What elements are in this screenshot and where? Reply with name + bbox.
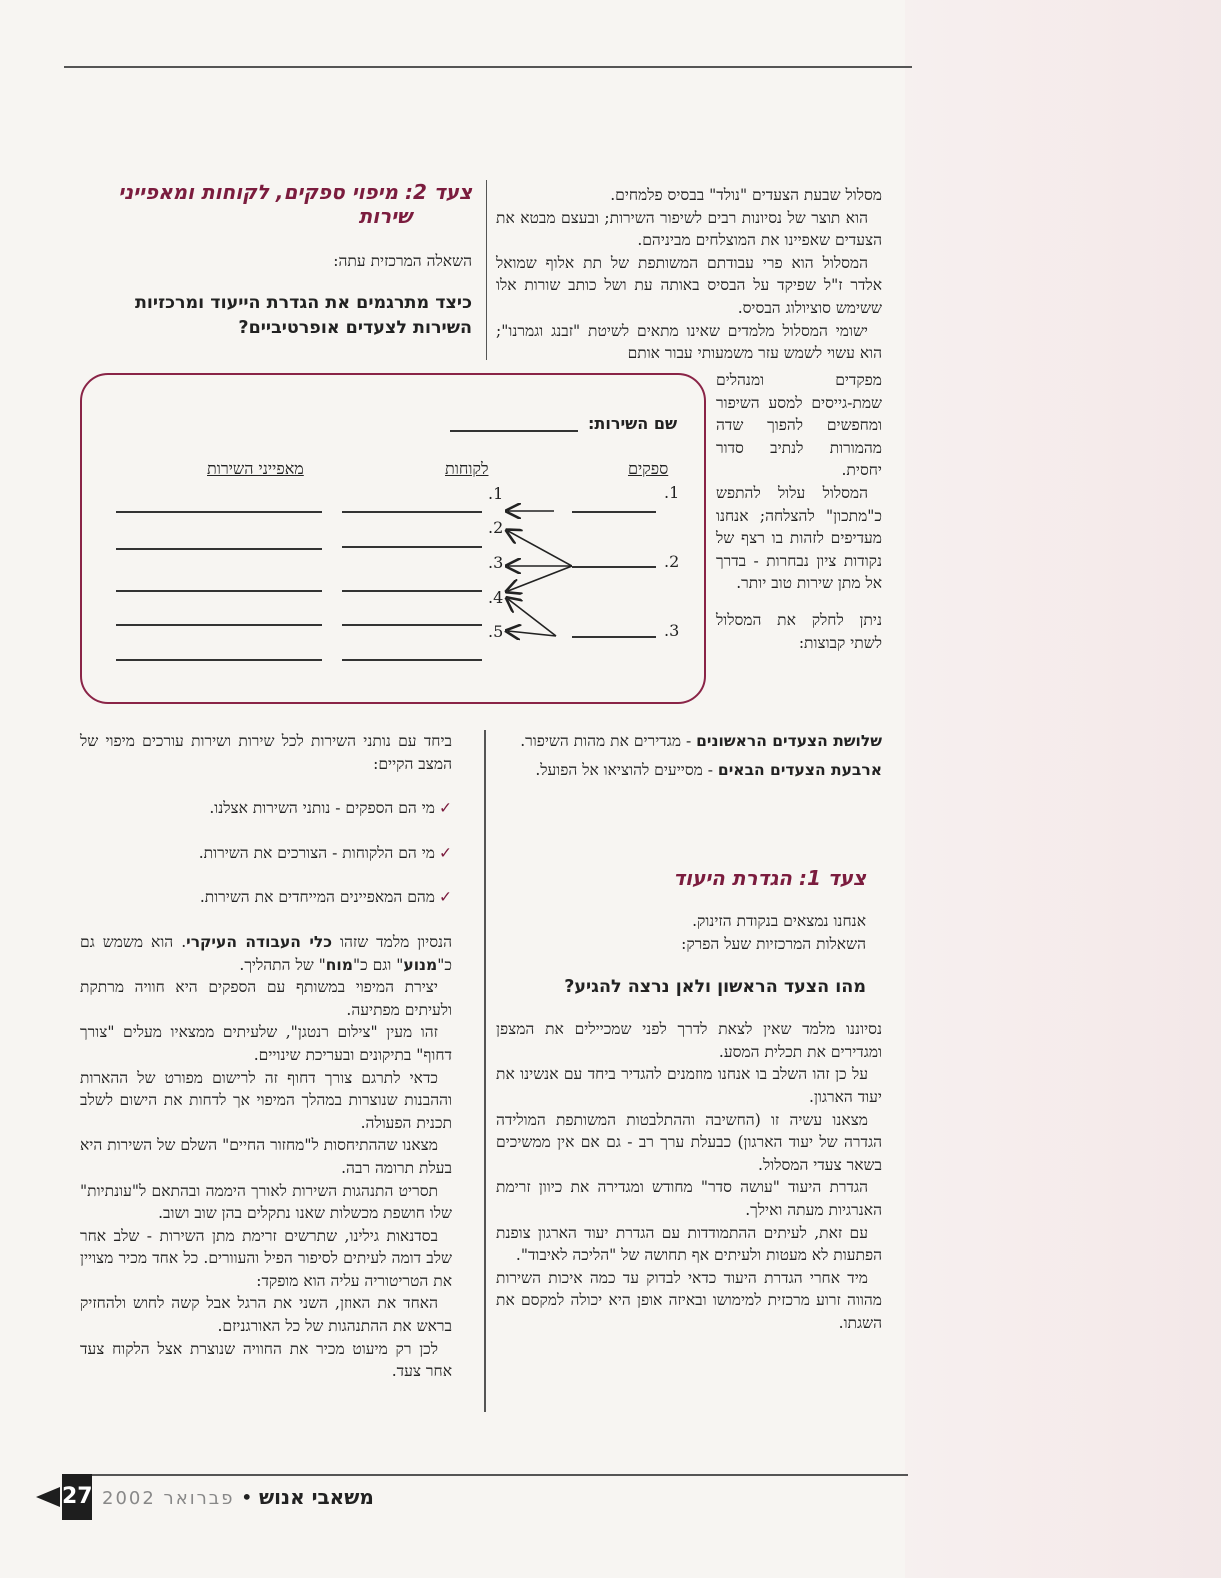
group-second-text: - מסייעים להוציאו אל הפועל. [535, 760, 718, 779]
page-number: 27 [62, 1474, 92, 1520]
paragraph: מיד אחרי הגדרת היעוד כדאי לבדוק עד כמה איכות השירות מהווה זרוע מרכזית למימושו ובאיזה אופן היא יכולה למקסם את השגתו. [496, 1268, 882, 1332]
arrow-supplier3-to-customer5 [508, 631, 556, 636]
group-second-bold: ארבעת הצעדים הבאים [717, 760, 882, 779]
feature-line [116, 511, 322, 513]
paragraph: על כן זהו השלב בו אנחנו מוזמנים להגדיר ביחד עם אנשינו את יעוד הארגון. [496, 1065, 882, 1106]
paragraph: הגדרת היעוד "עושה סדר" מחודש ומגדירה את כיוון זרימת האנרגיות מעתה ואילך. [496, 1178, 882, 1219]
step2-question-line: השירות לצעדים אופרטיביים? [238, 317, 472, 338]
check-icon: ✓ [439, 843, 452, 862]
column-narrow [716, 369, 882, 654]
step2-title [80, 180, 472, 228]
supplier-line [572, 636, 656, 638]
paragraph: נסיוננו מלמד שאין לצאת לדרך לפני שמכיילים את המצפן ומגדירים את תכלית המסע. [496, 1020, 882, 1061]
customer-number: 5. [488, 622, 504, 641]
step2-title-line: צעד 2: מיפוי ספקים, לקוחות ומאפייני [118, 180, 472, 204]
check-item-text: מהם המאפיינים המייחדים את השירות. [199, 888, 435, 907]
feature-line [116, 590, 322, 592]
service-name-blank [450, 430, 578, 432]
column-right-top [496, 184, 882, 365]
paragraph: מצאנו שההתיחסות ל"מחזור החיים" השלם של השירות היא בעלת תרומה רבה. [80, 1136, 452, 1177]
paragraph: ניתן לחלק את המסלול לשתי קבוצות: [716, 610, 882, 652]
check-icon: ✓ [439, 888, 452, 907]
arrow-supplier2-to-customer4 [508, 566, 572, 591]
col-header-suppliers: ספקים [628, 459, 669, 478]
col-header-customers: לקוחות [445, 459, 489, 478]
text: " של התהליך. [239, 955, 326, 974]
arrows-diagram [500, 495, 572, 645]
step1-section [496, 866, 882, 1335]
top-rule [64, 66, 912, 68]
text: " וגם כ" [352, 955, 404, 974]
column-divider [484, 730, 486, 1412]
paragraph: ביחד עם נותני השירות לכל שירות ושירות עורכים מיפוי של המצב הקיים: [80, 732, 452, 773]
customer-line [342, 590, 482, 592]
facing-page-bleed [905, 0, 1221, 1578]
customer-line [342, 511, 482, 513]
paragraph [80, 931, 452, 976]
issue-date: פברואר 2002 [102, 1488, 235, 1509]
supplier-line [572, 566, 656, 568]
check-item [80, 886, 452, 909]
paragraph: המסלול הוא פרי עבודתם המשותפת של תת אלוף שמואל אלדר ז"ל שפיקד על הבסיס באותה עת ושל כותב שורות אלו ששימש סוציולוג הבסיס. [496, 253, 882, 317]
arrow-supplier3-to-customer4 [508, 599, 556, 636]
text: . הוא משמש גם כ" [80, 932, 452, 974]
feature-line [116, 548, 322, 550]
step2-question [80, 291, 472, 341]
group-first [496, 730, 882, 753]
magazine-name: משאבי אנוש [258, 1485, 374, 1509]
paragraph: הוא תוצר של נסיונות רבים לשיפור השירות; ובעצם מבטא את הצעדים שאפיינו את המוצלחים מביניהם. [496, 208, 882, 250]
arrow-supplier2-to-customer2 [508, 531, 572, 566]
check-item-text: מי הם הלקוחות - הצורכים את השירות. [198, 843, 435, 862]
group-first-bold: שלושת הצעדים הראשונים [696, 732, 882, 750]
supplier-number: 3. [664, 621, 680, 640]
paragraph: תסריט התנהגות השירות לאורך היממה ובהתאם ל"עונתיות" שלו חושפת מכשלות שאנו נתקלים בהן שוב ושוב. [80, 1181, 452, 1223]
paragraph: יצירת המיפוי במשותף עם הספקים היא חוויה מרתקת ולעיתים מפתיעה. [80, 978, 452, 1019]
customer-number: 4. [488, 588, 504, 607]
customer-number: 2. [488, 518, 504, 537]
feature-line [116, 624, 322, 626]
paragraph: בסדנאות גילינו, שתרשים זרימת מתן השירות - שלב אחר שלב דומה לעיתים לסיפור הפיל והעוורים. כל אחד מכיר מצויין את הטריטוריה עליה הוא מופקד: [80, 1226, 452, 1290]
text: הנסיון מלמד שזהו [332, 932, 452, 951]
paragraph: לכן רק מיעוט מכיר את החוויה שנוצרת אצל הלקוח צעד אחר צעד. [80, 1339, 452, 1381]
customer-number: 3. [488, 553, 504, 572]
supplier-line [572, 511, 656, 513]
customer-line [342, 624, 482, 626]
bold-text: מנוע [403, 955, 438, 974]
feature-line [116, 659, 322, 661]
paragraph: ישומי המסלול מלמדים שאינו מתאים לשיטת "זבנג וגמרנו"; הוא עשוי לשמש עזר משמעותי עבור אותם [496, 321, 882, 363]
paragraph: האחד את האוזן, השני את הרגל אבל קשה לחוש ולהחזיק בראש את ההתנהגות של כל האורגניזם. [80, 1294, 452, 1336]
footer-text [102, 1482, 374, 1514]
column-left-bottom [80, 730, 452, 1383]
customer-number: 1. [488, 484, 504, 503]
step2-title-line: שירות [358, 204, 412, 228]
bold-text: כלי העבודה העיקרי [186, 932, 333, 951]
col-header-features: מאפייני השירות [207, 459, 304, 478]
supplier-number: 1. [664, 483, 680, 502]
step1-title: צעד 1: הגדרת היעוד [673, 866, 866, 890]
paragraph: מפקדים ומנהלים שמת-גייסים למסע השיפור ומחפשים להפוך שדה מהמורות לנתיב סדור יחסית. [716, 371, 882, 480]
bold-text: מוח [325, 955, 353, 974]
column-right-bottom [496, 730, 882, 781]
paragraph: כדאי לתרגם צורך דחוף זה לרישום מפורט של ההארות וההבנות שנוצרות במהלך המיפוי אך לדחות את הישום לשלב תכנית הפעולה. [80, 1068, 452, 1132]
paragraph: עם זאת, לעיתים ההתמודדות עם הגדרת יעוד הארגון צופנת הפתעות לא מעטות ולעיתים אף תחושה של "הליכה לאיבוד". [496, 1223, 882, 1265]
group-second [496, 759, 882, 782]
group-first-text: - מגדירים את מהות השיפור. [520, 732, 697, 750]
check-item-text: מי הם הספקים - נותני השירות אצלנו. [209, 799, 435, 818]
check-item [80, 842, 452, 865]
customer-line [342, 546, 482, 548]
service-name-label: שם השירות: [588, 414, 678, 433]
footer-bullet: • [240, 1485, 253, 1509]
step2-section [80, 180, 487, 360]
supplier-number: 2. [664, 552, 680, 571]
step2-question-line: כיצד מתרגמים את הגדרת הייעוד ומרכזיות [134, 292, 472, 313]
step1-intro: אנחנו נמצאים בנקודת הזינוק. [692, 912, 866, 930]
customer-line [342, 659, 482, 661]
step1-question: מהו הצעד הראשון ולאן נרצה להגיע? [564, 977, 866, 998]
paragraph: מצאנו עשיה זו (החשיבה וההתלבטות המשותפת המולידה הגדרה של יעוד הארגון) כבעלת ערך רב - גם אם אין ממשיכים בשאר צעדי המסלול. [496, 1110, 882, 1174]
page-footer [62, 1474, 392, 1520]
step2-intro: השאלה המרכזית עתה: [333, 252, 472, 270]
page-arrow-icon [36, 1487, 60, 1507]
paragraph: מסלול שבעת הצעדים "נולד" בבסיס פלמחים. [610, 186, 882, 204]
step1-intro: השאלות המרכזיות שעל הפרק: [681, 934, 866, 953]
check-item [80, 797, 452, 820]
check-icon: ✓ [439, 799, 452, 818]
paragraph: זהו מעין "צילום רנטגן", שלעיתים ממצאיו מעלים "צורך דחוף" בתיקונים ובעריכת שינויים. [80, 1023, 452, 1064]
paragraph: המסלול עלול להתפש כ"מתכון" להצלחה; אנחנו מעדיפים לזהות בו רצף של נקודות ציון נבחרות - בדרך אל מתן שירות טוב יותר. [716, 483, 882, 593]
